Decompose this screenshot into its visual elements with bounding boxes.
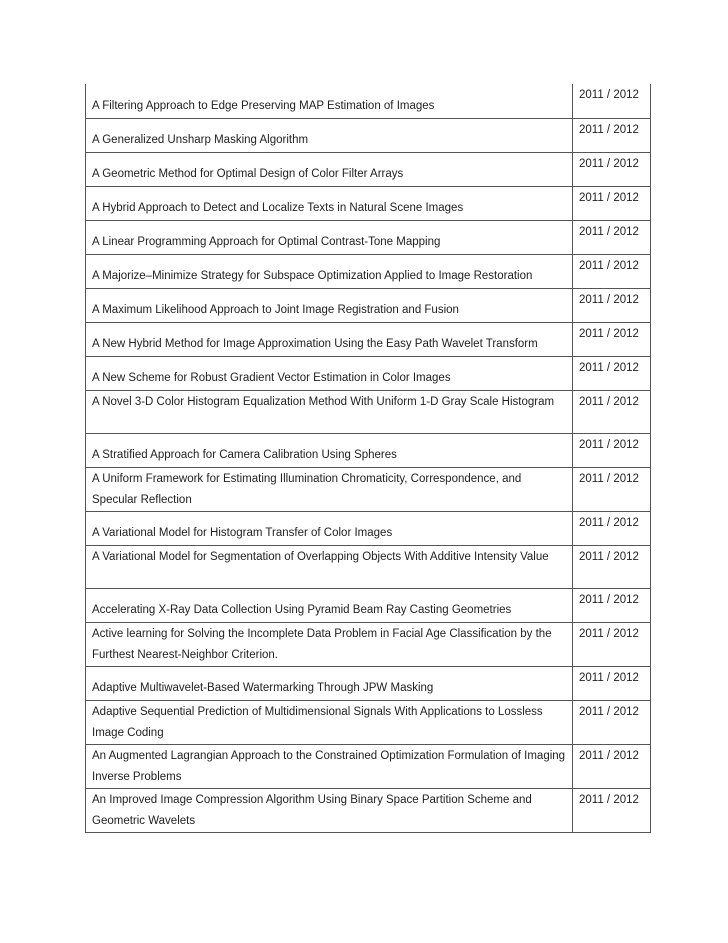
table-row: [86, 666, 651, 700]
paper-title-cell: A Maximum Likelihood Approach to Joint Image Registration and Fusion: [86, 288, 573, 322]
academic-year-cell: 2011 / 2012: [573, 220, 651, 254]
academic-year-cell: 2011 / 2012: [573, 666, 651, 700]
academic-year-cell: 2011 / 2012: [573, 288, 651, 322]
paper-title-cell: Active learning for Solving the Incomplete Data Problem in Facial Age Classification by the Furthest Nearest-Neighbor Criterion.: [86, 622, 573, 666]
paper-title-cell: A Novel 3-D Color Histogram Equalization Method With Uniform 1-D Gray Scale Histogram: [86, 390, 573, 433]
paper-title-cell: A Variational Model for Histogram Transfer of Color Images: [86, 511, 573, 545]
table-row: [86, 322, 651, 356]
paper-title-cell: A Uniform Framework for Estimating Illumination Chromaticity, Correspondence, and Specular Reflection: [86, 467, 573, 511]
table-row: [86, 390, 651, 433]
table-row: [86, 220, 651, 254]
paper-title-cell: Accelerating X-Ray Data Collection Using Pyramid Beam Ray Casting Geometries: [86, 588, 573, 622]
academic-year-cell: 2011 / 2012: [573, 545, 651, 588]
academic-year-cell: 2011 / 2012: [573, 186, 651, 220]
table-row: [86, 152, 651, 186]
academic-year-cell: 2011 / 2012: [573, 622, 651, 666]
academic-year-cell: 2011 / 2012: [573, 84, 651, 118]
paper-title-cell: A Geometric Method for Optimal Design of Color Filter Arrays: [86, 152, 573, 186]
academic-year-cell: 2011 / 2012: [573, 788, 651, 832]
table-row: [86, 433, 651, 467]
paper-title-cell: A Stratified Approach for Camera Calibration Using Spheres: [86, 433, 573, 467]
paper-title-cell: Adaptive Sequential Prediction of Multidimensional Signals With Applications to Lossless Image Coding: [86, 700, 573, 744]
academic-year-cell: 2011 / 2012: [573, 588, 651, 622]
table-row: [86, 545, 651, 588]
paper-title-cell: Adaptive Multiwavelet-Based Watermarking Through JPW Masking: [86, 666, 573, 700]
academic-year-cell: 2011 / 2012: [573, 390, 651, 433]
academic-year-cell: 2011 / 2012: [573, 511, 651, 545]
table-row: [86, 788, 651, 832]
paper-title-cell: An Augmented Lagrangian Approach to the Constrained Optimization Formulation of Imaging Inverse Problems: [86, 744, 573, 788]
academic-year-cell: 2011 / 2012: [573, 118, 651, 152]
table-row: [86, 84, 651, 118]
table-row: [86, 622, 651, 666]
academic-year-cell: 2011 / 2012: [573, 356, 651, 390]
academic-year-cell: 2011 / 2012: [573, 322, 651, 356]
table-row: [86, 356, 651, 390]
academic-year-cell: 2011 / 2012: [573, 254, 651, 288]
table-row: [86, 288, 651, 322]
table-row: [86, 186, 651, 220]
paper-title-cell: A New Hybrid Method for Image Approximation Using the Easy Path Wavelet Transform: [86, 322, 573, 356]
paper-title-cell: A Linear Programming Approach for Optimal Contrast-Tone Mapping: [86, 220, 573, 254]
paper-title-cell: A Variational Model for Segmentation of Overlapping Objects With Additive Intensity Value: [86, 545, 573, 588]
paper-title-cell: A Majorize–Minimize Strategy for Subspace Optimization Applied to Image Restoration: [86, 254, 573, 288]
paper-titles-table: [85, 84, 651, 833]
academic-year-cell: 2011 / 2012: [573, 744, 651, 788]
table-row: [86, 588, 651, 622]
academic-year-cell: 2011 / 2012: [573, 700, 651, 744]
paper-title-cell: An Improved Image Compression Algorithm Using Binary Space Partition Scheme and Geometric Wavelets: [86, 788, 573, 832]
paper-title-cell: A New Scheme for Robust Gradient Vector Estimation in Color Images: [86, 356, 573, 390]
paper-title-cell: A Filtering Approach to Edge Preserving MAP Estimation of Images: [86, 84, 573, 118]
table-row: [86, 511, 651, 545]
paper-title-cell: A Hybrid Approach to Detect and Localize Texts in Natural Scene Images: [86, 186, 573, 220]
table-row: [86, 700, 651, 744]
academic-year-cell: 2011 / 2012: [573, 433, 651, 467]
table-row: [86, 118, 651, 152]
academic-year-cell: 2011 / 2012: [573, 152, 651, 186]
table-row: [86, 744, 651, 788]
academic-year-cell: 2011 / 2012: [573, 467, 651, 511]
table-row: [86, 467, 651, 511]
paper-title-cell: A Generalized Unsharp Masking Algorithm: [86, 118, 573, 152]
table-body: [86, 84, 651, 832]
table-row: [86, 254, 651, 288]
